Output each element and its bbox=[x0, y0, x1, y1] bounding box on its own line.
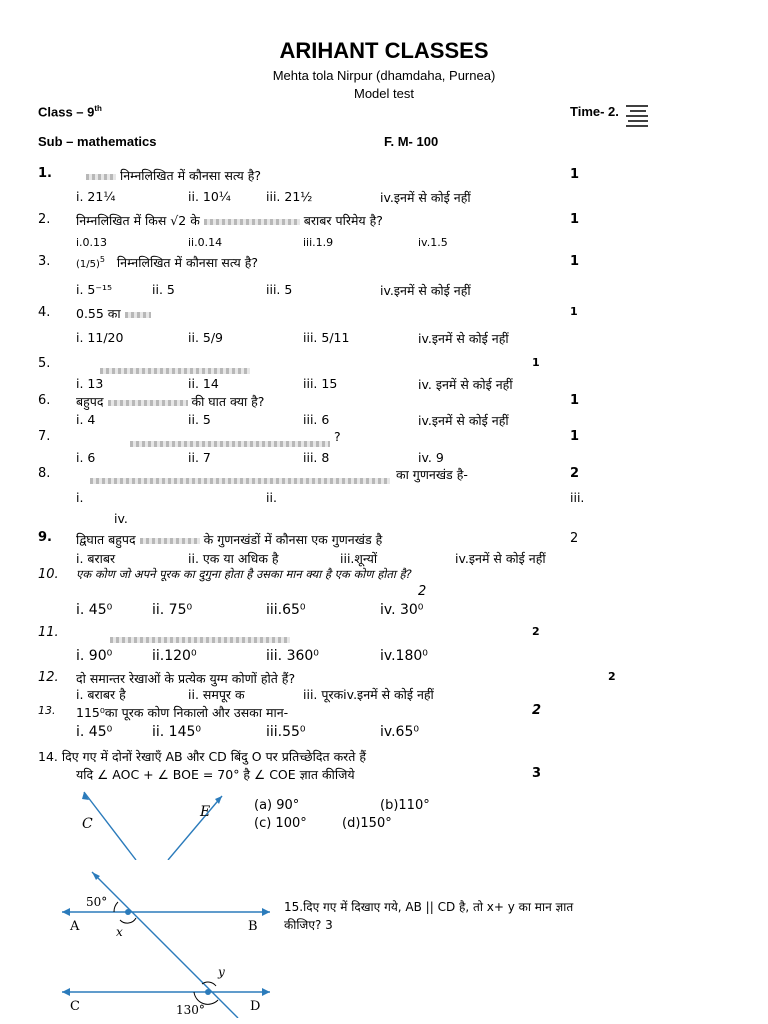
q8-mark: 2 bbox=[570, 466, 580, 481]
q12-opt-ii: ii. समपूर क bbox=[188, 687, 245, 702]
q6-opt-iii: iii. 6 bbox=[303, 412, 330, 427]
q7-text: ? bbox=[334, 429, 341, 444]
q4-garbled bbox=[125, 312, 151, 318]
q14-label-c: C bbox=[82, 816, 93, 832]
q2-text: निम्नलिखित में किस √2 के बराबर परिमेय है? bbox=[76, 213, 383, 228]
time-garbled-icon bbox=[622, 100, 652, 130]
q7-number: 7. bbox=[38, 429, 51, 444]
q10-number: 10. bbox=[38, 567, 59, 582]
q14-mark: 3 bbox=[532, 766, 542, 781]
q5-opt-ii: ii. 14 bbox=[188, 376, 219, 391]
q13-opt-i: i. 45⁰ bbox=[76, 724, 113, 740]
q15-text-line1: 15.दिए गए में दिखाए गये, AB || CD है, तो x+ y का मान ज्ञात bbox=[284, 900, 574, 914]
full-marks: F. M- 100 bbox=[384, 134, 439, 149]
q1-mark: 1 bbox=[570, 167, 580, 182]
q12-mark: 2 bbox=[608, 670, 616, 683]
q6-garbled bbox=[108, 400, 188, 406]
q14-text-line1: 14. दिए गए में दोनों रेखाएँ AB और CD बिंदु O पर प्रतिच्छेदित करते हैं bbox=[38, 749, 367, 764]
school-title: ARIHANT CLASSES bbox=[279, 38, 489, 63]
q10-opt-iv: iv. 30⁰ bbox=[380, 602, 424, 618]
q6-opt-iv: iv.इनमें से कोई नहीं bbox=[418, 413, 509, 428]
q5-opt-iv: iv. इनमें से कोई नहीं bbox=[418, 377, 513, 392]
q4-number: 4. bbox=[38, 305, 51, 320]
q3-number: 3. bbox=[38, 254, 51, 269]
q9-opt-ii: ii. एक या अधिक है bbox=[188, 551, 279, 566]
school-address: Mehta tola Nirpur (dhamdaha, Purnea) bbox=[272, 68, 496, 83]
q6-opt-ii: ii. 5 bbox=[188, 412, 211, 427]
q3-text: $(1/5)^5$ निम्नलिखित में कौनसा सत्य है? bbox=[76, 254, 258, 270]
q15-text-line2: कीजिए? 3 bbox=[284, 918, 333, 932]
q10-opt-ii: ii. 75⁰ bbox=[152, 602, 193, 618]
q3-mark: 1 bbox=[570, 254, 580, 269]
q15-label-y: y bbox=[218, 965, 225, 979]
q14-figure bbox=[72, 788, 242, 860]
q8-opt-i: i. bbox=[76, 490, 84, 505]
q5-opt-iii: iii. 15 bbox=[303, 376, 338, 391]
q7-opt-iii: iii. 8 bbox=[303, 450, 330, 465]
q14-opt-d: (d)150° bbox=[342, 816, 392, 831]
q12-text: दो समान्तर रेखाओं के प्रत्येक युग्म कोणों होते हैं? bbox=[76, 671, 296, 686]
q5-opt-i: i. 13 bbox=[76, 376, 104, 391]
q15-label-x: x bbox=[116, 925, 123, 939]
q12-number: 12. bbox=[38, 670, 59, 685]
q13-number: 13. bbox=[38, 704, 56, 717]
q3-opt-i: i. 5⁻¹⁵ bbox=[76, 282, 112, 297]
q4-opt-iv: iv.इनमें से कोई नहीं bbox=[418, 331, 509, 346]
q1-opt-iii: iii. 21½ bbox=[266, 189, 313, 204]
q9-opt-iv: iv.इनमें से कोई नहीं bbox=[455, 551, 546, 566]
q14-opt-a: (a) 90° bbox=[254, 798, 300, 813]
q15-figure bbox=[56, 868, 276, 1018]
q1-text: निम्नलिखित में कौनसा सत्य है? bbox=[86, 167, 261, 184]
q13-text: 115⁰का पूरक कोण निकालो और उसका मान- bbox=[76, 705, 289, 720]
class-label: Class – 9th bbox=[38, 104, 102, 120]
q3-opt-iv: iv.इनमें से कोई नहीं bbox=[380, 283, 471, 298]
q12-opt-iii: iii. पूरकiv.इनमें से कोई नहीं bbox=[303, 687, 434, 702]
q7-mark: 1 bbox=[570, 429, 580, 444]
q13-opt-iv: iv.65⁰ bbox=[380, 724, 419, 740]
q11-opt-ii: ii.120⁰ bbox=[152, 648, 197, 664]
q2-opt-iii: iii.1.9 bbox=[303, 236, 334, 249]
q10-opt-iii: iii.65⁰ bbox=[266, 602, 306, 618]
q15-angle-130: 130° bbox=[176, 1003, 205, 1017]
time-label: Time- 2. bbox=[570, 104, 619, 119]
q1-opt-ii: ii. 10¼ bbox=[188, 189, 231, 204]
q9-garbled bbox=[140, 538, 200, 544]
q11-opt-i: i. 90⁰ bbox=[76, 648, 113, 664]
q9-opt-i: i. बराबर bbox=[76, 551, 116, 566]
q6-mark: 1 bbox=[570, 393, 580, 408]
q8-garbled bbox=[90, 470, 390, 489]
q4-opt-iii: iii. 5/11 bbox=[303, 330, 350, 345]
q15-label-d: D bbox=[250, 999, 261, 1014]
q4-opt-i: i. 11/20 bbox=[76, 330, 124, 345]
q4-text: 0.55 का bbox=[76, 305, 151, 322]
q13-mark: 2 bbox=[532, 703, 542, 718]
q14-text-line2: यदि ∠ AOC + ∠ BOE = 70° है ∠ COE ज्ञात कीजिये bbox=[76, 767, 355, 782]
q8-opt-iii: iii. bbox=[570, 490, 585, 505]
q11-number: 11. bbox=[38, 625, 59, 640]
q9-opt-iii: iii.शून्यों bbox=[340, 551, 378, 566]
q9-number: 9. bbox=[38, 530, 52, 545]
q11-mark: 2 bbox=[532, 625, 540, 638]
q14-label-e: E bbox=[200, 804, 211, 820]
q2-opt-iv: iv.1.5 bbox=[418, 236, 448, 249]
q8-opt-iv: iv. bbox=[114, 511, 128, 526]
q15-label-a: A bbox=[70, 919, 80, 934]
q6-number: 6. bbox=[38, 393, 51, 408]
q4-mark: 1 bbox=[570, 305, 578, 318]
q5-mark: 1 bbox=[532, 356, 540, 369]
q7-opt-iv: iv. 9 bbox=[418, 450, 444, 465]
q11-opt-iv: iv.180⁰ bbox=[380, 648, 428, 664]
q10-opt-i: i. 45⁰ bbox=[76, 602, 113, 618]
q13-opt-iii: iii.55⁰ bbox=[266, 724, 306, 740]
q8-text: का गुणनखंड है- bbox=[396, 467, 468, 482]
q9-text: द्विघात बहुपद के गुणनखंडों में कौनसा एक गुणनखंड है bbox=[76, 532, 383, 547]
q1-opt-iv: iv.इनमें से कोई नहीं bbox=[380, 190, 471, 205]
q11-garbled bbox=[110, 629, 290, 648]
q3-opt-ii: ii. 5 bbox=[152, 282, 175, 297]
q8-opt-ii: ii. bbox=[266, 490, 277, 505]
q2-mark: 1 bbox=[570, 212, 580, 227]
q11-opt-iii: iii. 360⁰ bbox=[266, 648, 319, 664]
q6-opt-i: i. 4 bbox=[76, 412, 96, 427]
q14-opt-c: (c) 100° bbox=[254, 816, 307, 831]
q15-label-b: B bbox=[248, 919, 258, 934]
subject-label: Sub – mathematics bbox=[38, 134, 157, 149]
q8-number: 8. bbox=[38, 466, 51, 481]
q15-angle-50: 50° bbox=[86, 895, 108, 909]
q2-number: 2. bbox=[38, 212, 51, 227]
q7-garbled bbox=[130, 433, 330, 452]
q7-opt-ii: ii. 7 bbox=[188, 450, 211, 465]
q7-opt-i: i. 6 bbox=[76, 450, 96, 465]
q1-math-garbled bbox=[86, 174, 116, 180]
q14-opt-b: (b)110° bbox=[380, 798, 430, 813]
q10-text: एक कोण जो अपने पूरक का दुगुना होता है उसका मान क्या है एक कोण होता है? bbox=[76, 567, 412, 581]
q1-number: 1. bbox=[38, 166, 52, 181]
q12-opt-i: i. बराबर है bbox=[76, 687, 126, 702]
q3-opt-iii: iii. 5 bbox=[266, 282, 293, 297]
q2-opt-ii: ii.0.14 bbox=[188, 236, 223, 249]
test-name: Model test bbox=[354, 86, 414, 101]
q9-mark: 2 bbox=[570, 531, 579, 546]
q5-garbled bbox=[100, 360, 250, 379]
q15-label-c: C bbox=[70, 999, 80, 1014]
q5-number: 5. bbox=[38, 356, 51, 371]
q2-opt-i: i.0.13 bbox=[76, 236, 108, 249]
q4-opt-ii: ii. 5/9 bbox=[188, 330, 224, 345]
q2-garbled bbox=[204, 219, 300, 225]
q1-opt-i: i. 21¼ bbox=[76, 189, 116, 204]
q10-mark: 2 bbox=[418, 584, 427, 599]
q6-text: बहुपद की घात क्या है? bbox=[76, 394, 265, 409]
q13-opt-ii: ii. 145⁰ bbox=[152, 724, 202, 740]
